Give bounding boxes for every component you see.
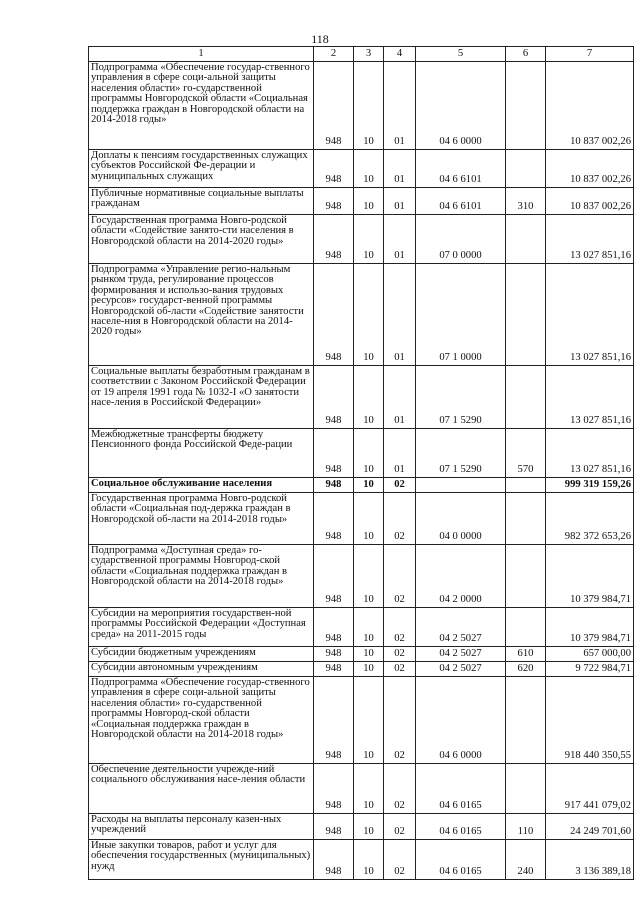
section-code-cell: 10: [354, 545, 384, 608]
target-article-cell: 04 6 6101: [416, 188, 506, 215]
subsection-code-cell: 02: [384, 545, 416, 608]
amount-cell: 10 837 002,26: [546, 150, 634, 188]
expense-type-cell: 620: [506, 662, 546, 677]
amount-cell: 917 441 079,02: [546, 764, 634, 814]
subsection-code-cell: 01: [384, 62, 416, 150]
table-row: [89, 264, 634, 366]
row-name-cell: Межбюджетные трансферты бюджету Пенсионного фонда Российской Феде-рации: [89, 429, 314, 478]
subsection-code-cell: 02: [384, 840, 416, 880]
table-row: [89, 840, 634, 880]
section-code-cell: 10: [354, 366, 384, 429]
section-code-cell: 10: [354, 677, 384, 764]
expense-type-cell: [506, 493, 546, 545]
table-row: [89, 188, 634, 215]
table-row: [89, 478, 634, 493]
section-code-cell: 10: [354, 493, 384, 545]
ministry-code-cell: 948: [314, 608, 354, 647]
expense-type-cell: [506, 150, 546, 188]
amount-cell: 10 379 984,71: [546, 608, 634, 647]
row-name-cell: Обеспечение деятельности учрежде-ний социального обслуживания насе-ления области: [89, 764, 314, 814]
table-row: [89, 662, 634, 677]
subsection-code-cell: 01: [384, 188, 416, 215]
ministry-code-cell: 948: [314, 814, 354, 840]
table-row: [89, 764, 634, 814]
subsection-code-cell: 02: [384, 814, 416, 840]
expense-type-cell: [506, 608, 546, 647]
budget-table: [88, 46, 634, 880]
ministry-code-cell: 948: [314, 545, 354, 608]
row-name-cell: Подпрограмма «Доступная среда» го-сударственной программы Новгород-ской области «Социальная поддержка граждан в Новгородской области на 2014-2018 годы»: [89, 545, 314, 608]
row-name-cell: Социальные выплаты безработным гражданам в соответствии с Законом Российской Федерации от 19 апреля 1991 года № 1032-I «О занятости насе-ления в Российской Федерации»: [89, 366, 314, 429]
row-name-cell: Государственная программа Новго-родской области «Содействие занято-сти населения в Новгородской области на 2014-2020 годы»: [89, 215, 314, 264]
header-cell: 5: [416, 47, 506, 62]
page-number: 118: [311, 32, 329, 46]
row-name-cell: Иные закупки товаров, работ и услуг для обеспечения государственных (муниципальных) нужд: [89, 840, 314, 880]
expense-type-cell: [506, 478, 546, 493]
table-row: [89, 493, 634, 545]
target-article-cell: 07 1 0000: [416, 264, 506, 366]
ministry-code-cell: 948: [314, 647, 354, 662]
expense-type-cell: [506, 545, 546, 608]
ministry-code-cell: 948: [314, 478, 354, 493]
row-name-cell: Доплаты к пенсиям государственных служащих субъектов Российской Фе-дерации и муниципальных служащих: [89, 150, 314, 188]
expense-type-cell: [506, 62, 546, 150]
subsection-code-cell: 02: [384, 608, 416, 647]
header-cell: 1: [89, 47, 314, 62]
ministry-code-cell: 948: [314, 840, 354, 880]
ministry-code-cell: 948: [314, 264, 354, 366]
amount-cell: 13 027 851,16: [546, 264, 634, 366]
amount-cell: 999 319 159,26: [546, 478, 634, 493]
expense-type-cell: 110: [506, 814, 546, 840]
subsection-code-cell: 01: [384, 264, 416, 366]
ministry-code-cell: 948: [314, 215, 354, 264]
expense-type-cell: [506, 215, 546, 264]
target-article-cell: 07 1 5290: [416, 429, 506, 478]
subsection-code-cell: 02: [384, 478, 416, 493]
ministry-code-cell: 948: [314, 62, 354, 150]
expense-type-cell: [506, 366, 546, 429]
expense-type-cell: [506, 264, 546, 366]
table-row: [89, 647, 634, 662]
table-row: [89, 429, 634, 478]
subsection-code-cell: 01: [384, 215, 416, 264]
amount-cell: 918 440 350,55: [546, 677, 634, 764]
target-article-cell: 04 2 5027: [416, 608, 506, 647]
target-article-cell: 04 6 0165: [416, 814, 506, 840]
table-header-row: [89, 47, 634, 62]
ministry-code-cell: 948: [314, 366, 354, 429]
row-name-cell: Расходы на выплаты персоналу казен-ных учреждений: [89, 814, 314, 840]
subsection-code-cell: 02: [384, 493, 416, 545]
target-article-cell: [416, 478, 506, 493]
amount-cell: 10 837 002,26: [546, 62, 634, 150]
section-code-cell: 10: [354, 188, 384, 215]
section-code-cell: 10: [354, 647, 384, 662]
header-cell: 4: [384, 47, 416, 62]
section-code-cell: 10: [354, 264, 384, 366]
row-name-cell: Государственная программа Новго-родской области «Социальная под-держка граждан в Новгородской об-ласти на 2014-2018 годы»: [89, 493, 314, 545]
header-cell: 2: [314, 47, 354, 62]
table-row: [89, 366, 634, 429]
table-row: [89, 150, 634, 188]
amount-cell: 982 372 653,26: [546, 493, 634, 545]
subsection-code-cell: 02: [384, 677, 416, 764]
subsection-code-cell: 01: [384, 429, 416, 478]
expense-type-cell: 310: [506, 188, 546, 215]
ministry-code-cell: 948: [314, 662, 354, 677]
section-code-cell: 10: [354, 62, 384, 150]
expense-type-cell: [506, 764, 546, 814]
amount-cell: 3 136 389,18: [546, 840, 634, 880]
amount-cell: 13 027 851,16: [546, 215, 634, 264]
section-code-cell: 10: [354, 764, 384, 814]
table-row: [89, 814, 634, 840]
amount-cell: 10 379 984,71: [546, 545, 634, 608]
section-code-cell: 10: [354, 608, 384, 647]
ministry-code-cell: 948: [314, 493, 354, 545]
header-cell: 3: [354, 47, 384, 62]
amount-cell: 13 027 851,16: [546, 429, 634, 478]
amount-cell: 24 249 701,60: [546, 814, 634, 840]
subsection-code-cell: 01: [384, 366, 416, 429]
header-cell: 7: [546, 47, 634, 62]
ministry-code-cell: 948: [314, 150, 354, 188]
table-row: [89, 608, 634, 647]
subsection-code-cell: 02: [384, 764, 416, 814]
target-article-cell: 07 1 5290: [416, 366, 506, 429]
section-code-cell: 10: [354, 150, 384, 188]
section-code-cell: 10: [354, 814, 384, 840]
section-code-cell: 10: [354, 478, 384, 493]
amount-cell: 10 837 002,26: [546, 188, 634, 215]
row-name-cell: Субсидии бюджетным учреждениям: [89, 647, 314, 662]
expense-type-cell: [506, 677, 546, 764]
subsection-code-cell: 01: [384, 150, 416, 188]
ministry-code-cell: 948: [314, 429, 354, 478]
target-article-cell: 04 2 5027: [416, 647, 506, 662]
header-cell: 6: [506, 47, 546, 62]
expense-type-cell: 610: [506, 647, 546, 662]
target-article-cell: 04 6 6101: [416, 150, 506, 188]
row-name-cell: Публичные нормативные социальные выплаты гражданам: [89, 188, 314, 215]
target-article-cell: 04 2 0000: [416, 545, 506, 608]
amount-cell: 9 722 984,71: [546, 662, 634, 677]
row-name-cell: Подпрограмма «Обеспечение государ-ственного управления в сфере соци-альной защиты населения области» го-сударственной программы Новгородской области «Социальная поддержка граждан в Новгородской области на 2014-2018 годы»: [89, 62, 314, 150]
target-article-cell: 04 6 0000: [416, 62, 506, 150]
amount-cell: 657 000,00: [546, 647, 634, 662]
row-name-cell: Субсидии на мероприятия государствен-ной программы Российской Федерации «Доступная среда» на 2011-2015 годы: [89, 608, 314, 647]
section-code-cell: 10: [354, 662, 384, 677]
target-article-cell: 04 6 0165: [416, 840, 506, 880]
target-article-cell: 04 0 0000: [416, 493, 506, 545]
section-code-cell: 10: [354, 840, 384, 880]
subsection-code-cell: 02: [384, 662, 416, 677]
row-name-cell: Субсидии автономным учреждениям: [89, 662, 314, 677]
table-row: [89, 62, 634, 150]
amount-cell: 13 027 851,16: [546, 366, 634, 429]
table-row: [89, 545, 634, 608]
table-row: [89, 215, 634, 264]
row-name-cell: Подпрограмма «Обеспечение государ-ственного управления в сфере соци-альной защиты населения области» го-сударственной программы Новгород-ской области «Социальная поддержка граждан в Новгородской области на 2014-2018 годы»: [89, 677, 314, 764]
ministry-code-cell: 948: [314, 764, 354, 814]
target-article-cell: 04 6 0165: [416, 764, 506, 814]
table-row: [89, 677, 634, 764]
ministry-code-cell: 948: [314, 677, 354, 764]
section-code-cell: 10: [354, 429, 384, 478]
ministry-code-cell: 948: [314, 188, 354, 215]
expense-type-cell: 240: [506, 840, 546, 880]
target-article-cell: 04 2 5027: [416, 662, 506, 677]
expense-type-cell: 570: [506, 429, 546, 478]
section-code-cell: 10: [354, 215, 384, 264]
row-name-cell: Подпрограмма «Управление регио-нальным рынком труда, регулирование процессов формирования и использо-вания трудовых ресурсов» государст-венной программы Новгородской об-ласти «Содействие занятости населе-ния в Новгородской области на 2014-2020 годы»: [89, 264, 314, 366]
target-article-cell: 04 6 0000: [416, 677, 506, 764]
target-article-cell: 07 0 0000: [416, 215, 506, 264]
row-name-cell: Социальное обслуживание населения: [89, 478, 314, 493]
subsection-code-cell: 02: [384, 647, 416, 662]
